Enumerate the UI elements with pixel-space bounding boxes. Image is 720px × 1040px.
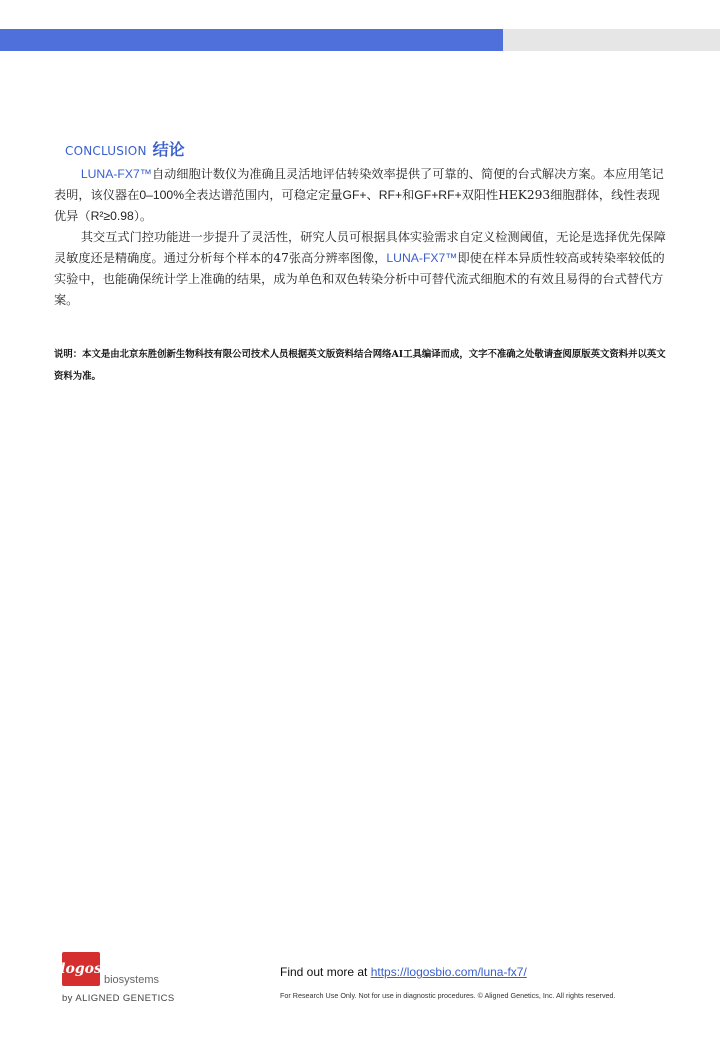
p1-range: 0–100%	[139, 188, 185, 202]
header-bar-gray	[503, 29, 720, 51]
p2-text-2: 即使在样本异质性较高或转染率较低的实验中，也能确保统计学上准确的结果，成为单色和双色转染分析中可替代流式细胞术的有效且易得的台式替代方案。	[54, 251, 665, 307]
find-out-more	[280, 965, 527, 979]
p1-text-4: ）。	[133, 209, 153, 223]
paragraph-1	[54, 164, 669, 227]
p1-and: 和	[402, 188, 415, 202]
conclusion-body	[54, 164, 669, 311]
section-title-cn: 结论	[152, 140, 185, 159]
p1-text-3: 双阳性HEK293细胞群体，线性表现优异（	[54, 188, 660, 223]
p1-text-2: 全表达谱范围内，可稳定定量	[184, 188, 343, 202]
p2-text-1: 其交互式门控功能进一步提升了灵活性，研究人员可根据具体实验需求自定义检测阈值，无论是选择优先保障灵敏度还是精确度。通过分析每个样本的47张高分辨率图像，	[54, 230, 666, 265]
logo-byline: by ALIGNED GENETICS	[62, 993, 175, 1004]
section-title	[65, 137, 185, 160]
disclaimer: For Research Use Only. Not for use in diagnostic procedures. © Aligned Genetics, Inc. All rights reserved.	[280, 991, 616, 1000]
section-title-en: CONCLUSION	[65, 144, 147, 158]
find-out-prefix: Find out more at	[280, 965, 371, 979]
p1-markers-2: GF+RF+	[414, 188, 462, 202]
p1-text-1: 自动细胞计数仪为准确且灵活地评估转染效率提供了可靠的、简便的台式解决方案。本应用笔记表明，该仪器在	[54, 167, 664, 202]
product-name: LUNA-FX7™	[80, 167, 152, 181]
p1-markers: GF+、RF+	[342, 188, 403, 202]
product-link[interactable]: https://logosbio.com/luna-fx7/	[370, 965, 527, 979]
header-bar-blue	[0, 29, 503, 51]
header-bar	[0, 29, 720, 51]
logo-text: logos	[60, 961, 102, 977]
logo-subtitle: biosystems	[104, 974, 160, 986]
product-name: LUNA-FX7™	[386, 251, 458, 265]
p1-r2: R²≥0.98	[90, 209, 134, 223]
paragraph-2	[54, 227, 669, 311]
translation-note: 说明：本文是由北京东胜创新生物科技有限公司技术人员根据英文版资料结合网络AI工具编译而成，文字不准确之处敬请查阅原版英文资料并以英文资料为准。	[54, 349, 666, 382]
logos-logo	[62, 952, 100, 986]
